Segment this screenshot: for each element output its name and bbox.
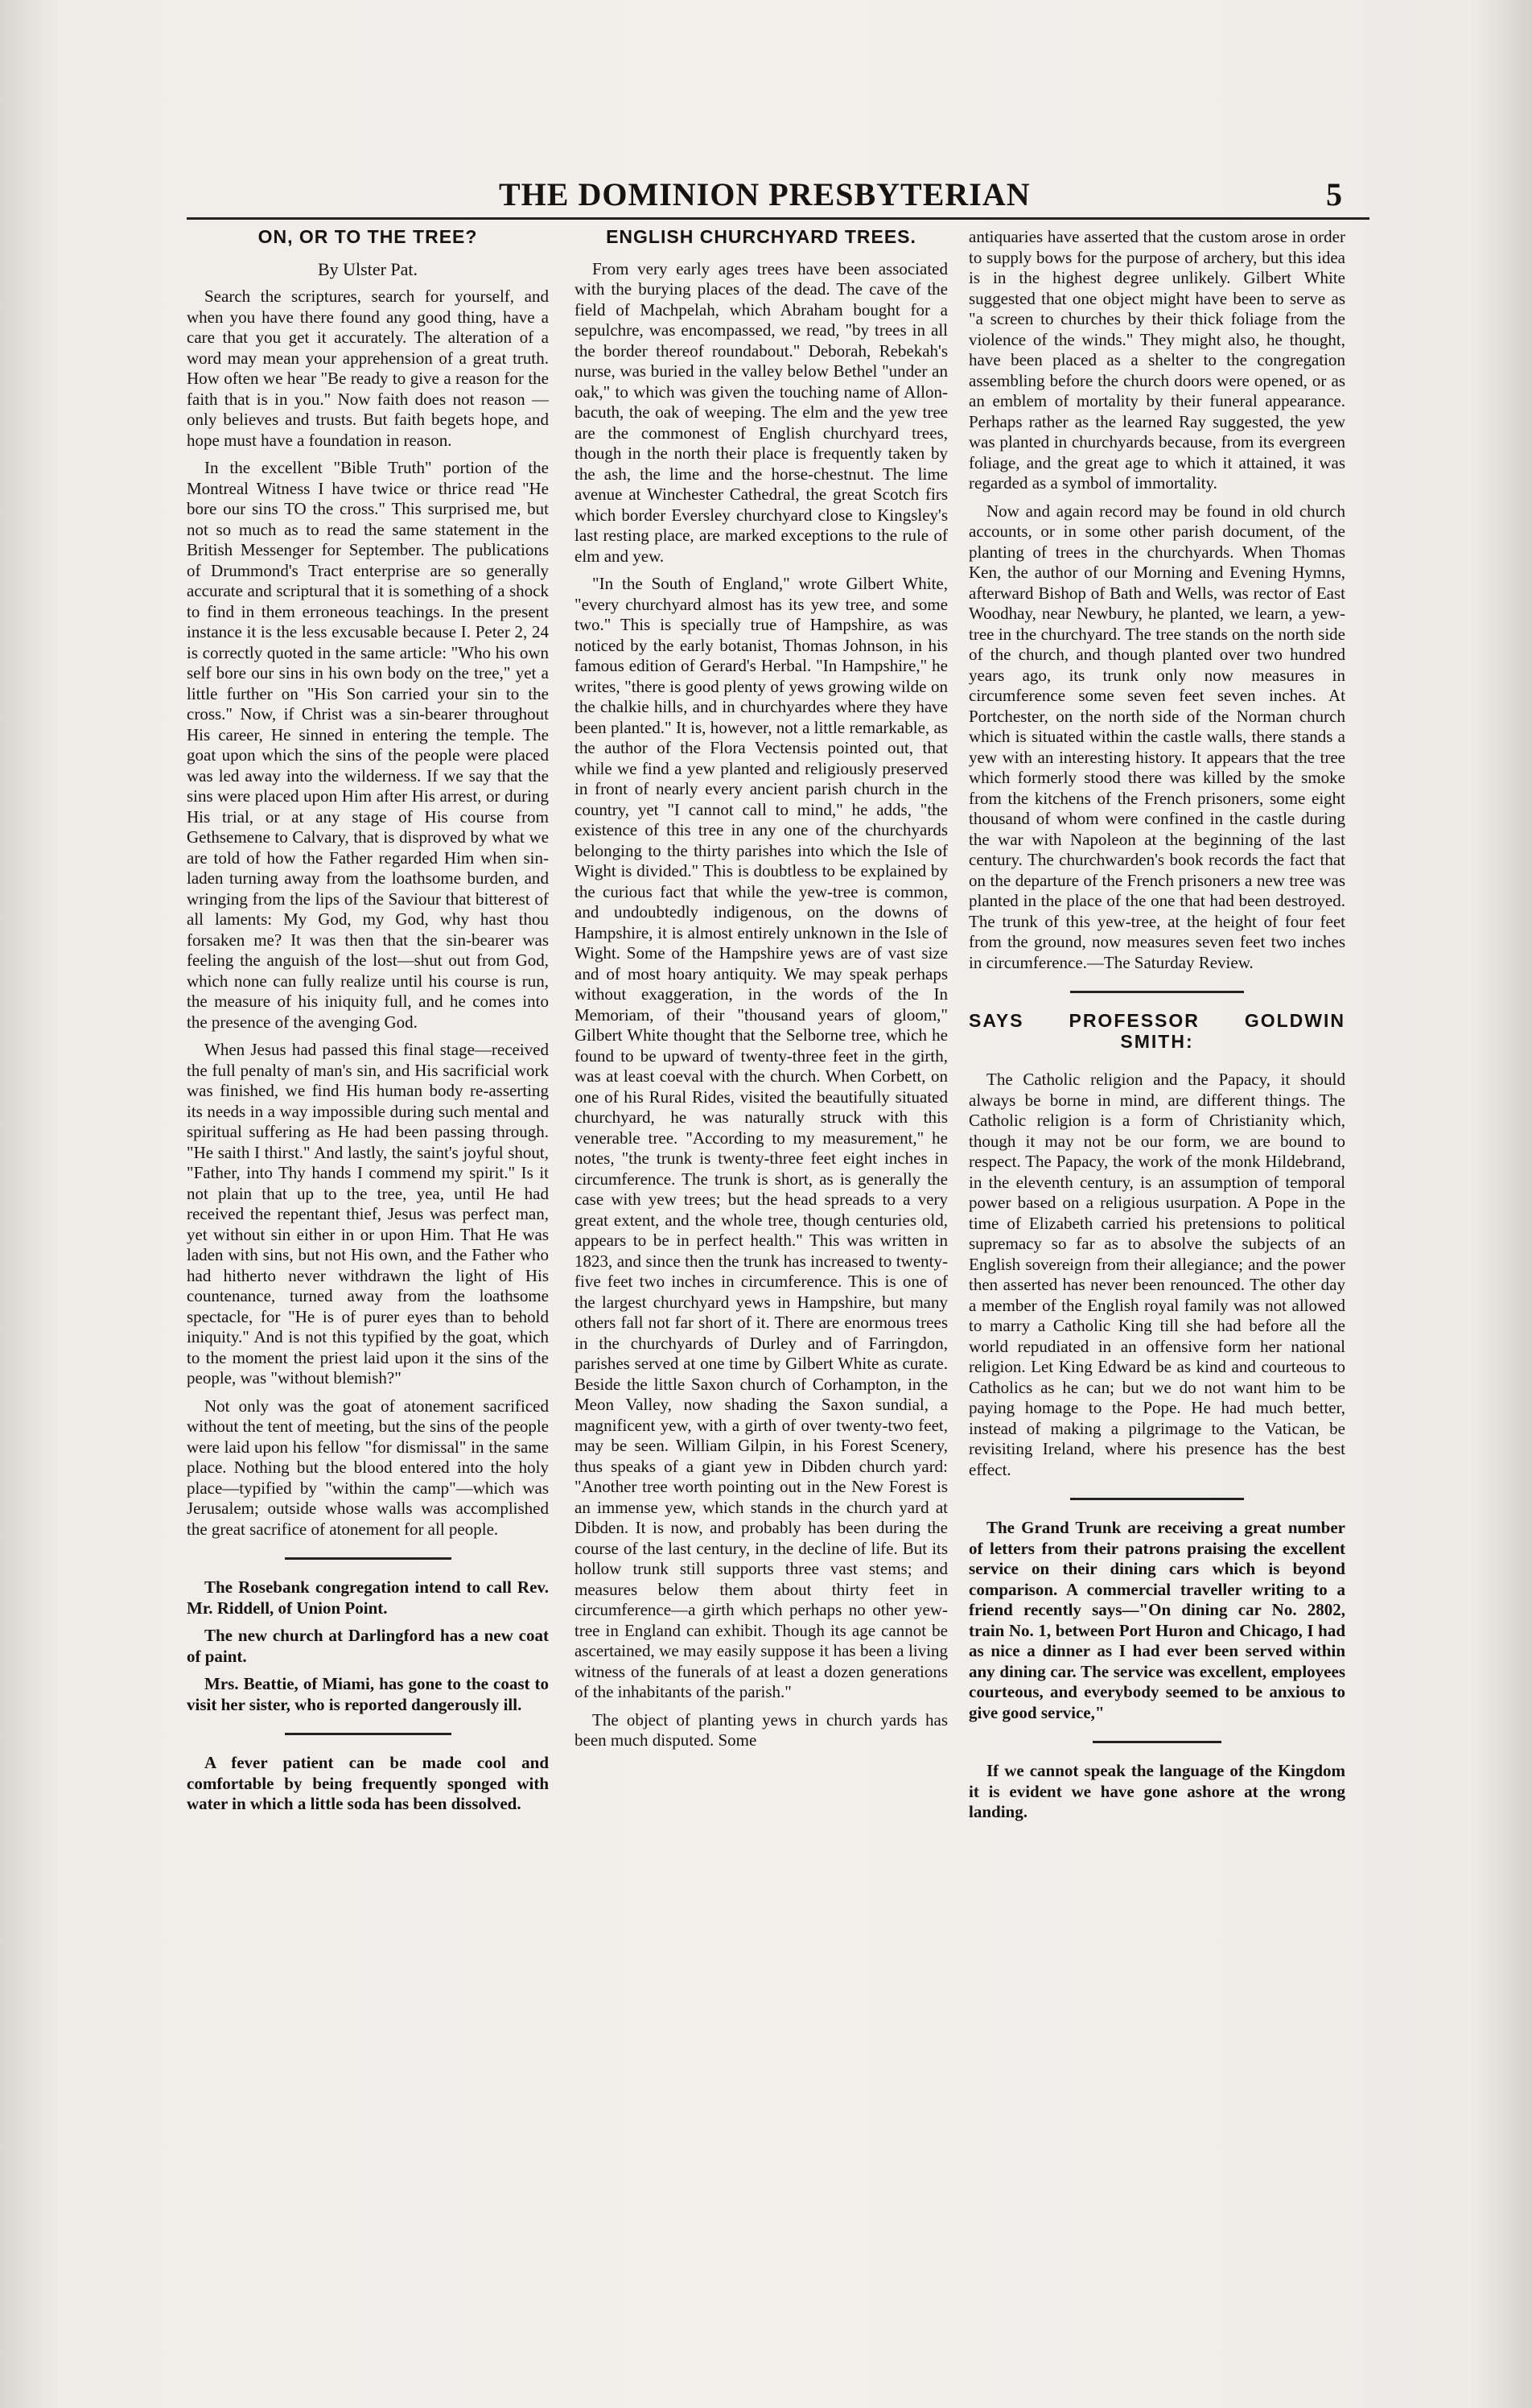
separator-rule xyxy=(1070,1498,1243,1500)
article-byline: By Ulster Pat. xyxy=(317,258,418,279)
news-item: The new church at Darlingford has a new coat of paint. xyxy=(187,1626,549,1666)
article-title-churchyard: ENGLISH CHURCHYARD TREES. xyxy=(606,227,916,247)
article-paragraph: From very early ages trees have been associated with the burying places of the dead. The cave of the field of Machpelah, which Abraham bought for a sepulchre, was encompassed, we read, "by trees in all the border thereof roundabout." Deborah, Rebekah's nurse, was buried in the valley below Bethel "under an oak," to which was given the touching name of Allon-bacuth, the oak of weeping. The elm and the yew tree are the commonest of English churchyard trees, though in the north their place is frequently taken by the ash, the lime and the horse-chestnut. The lime avenue at Winchester Cathedral, the great Scotch firs which border Eversley churchyard close to Kingsley's last resting place, are marked exceptions to the rule of elm and yew. xyxy=(574,258,948,566)
column-middle xyxy=(574,227,948,2239)
article-paragraph: Now and again record may be found in old church accounts, or in some other parish document, of the planting of trees in the churchyards. When Thomas Ken, the author of our Morning and Evening Hymns, afterward Bishop of Bath and Wells, was rector of East Woodhay, near Newbury, he planted, we learn, a yew-tree in the churchyard. The tree stands on the north side of the church, and though planted over two hundred years ago, its trunk only now measures in circumference some seven feet seven inches. At Portchester, on the north side of the Norman church which is situated within the castle walls, there stands a yew with an interesting history. It appears that the tree which formerly stood there was killed by the smoke from the kitchens of the French prisoners, some eight thousand of whom were confined in the castle during the war with Napoleon at the beginning of the last century. The churchwarden's book records the fact that on the departure of the French prisoners a new tree was planted in the place of the one that had been destroyed. The trunk of this yew-tree, at the height of four feet from the ground, now measures seven feet two inches in circumference.—The Saturday Review. xyxy=(969,501,1345,972)
masthead: THE DOMINION PRESBYTERIAN xyxy=(499,176,1031,212)
article-title-tree: ON, OR TO THE TREE? xyxy=(257,227,478,247)
article-paragraph: Search the scriptures, search for yourself, and when you have there found any good thing, have a care that you get it accurately. The alteration of a word may mean your apprehension of a great truth. How often we hear "Be ready to give a reason for the faith that is in you." Now faith does not reason —only believes and trusts. But faith begets hope, and hope must have a foundation in reason. xyxy=(187,287,549,450)
header-rule xyxy=(187,217,1369,220)
news-item: Mrs. Beattie, of Miami, has gone to the coast to visit her sister, who is reported dangerously ill. xyxy=(187,1674,549,1714)
article-paragraph: The Catholic religion and the Papacy, it should always be borne in mind, are different things. The Catholic religion is a form of Christianity which, though it may not be our form, we are bound to respect. The Papacy, the work of the monk Hildebrand, in the eleventh century, is an assumption of temporal power based on a religious usurpation. A Pope in the time of Elizabeth carried his pretensions to political supremacy so far as to absolve the subjects of an English sovereign from their allegiance; and the power then asserted has never been renounced. The other day a member of the English royal family was not allowed to marry a Catholic King till she had before all the world repudiated in an offensive form her national religion. Let King Edward be as kind and courteous to Catholics as he can; but we do not want him to be paying homage to the Pope. He had much better, instead of making a pilgrimage to the Vatican, be revisiting Ireland, where his presence has the best effect. xyxy=(969,1070,1345,1479)
page-header xyxy=(185,175,1360,221)
article-paragraph: "In the South of England," wrote Gilbert White, "every churchyard almost has its yew tree, and some two." This is specially true of Hampshire, as was noticed by the early botanist, Thomas Johnson, in his famous edition of Gerard's Herbal. "In Hampshire," he writes, "there is good plenty of yews growing wilde on the chalkie hills, and in churchyardes where they have been planted." It is, however, not a little remarkable, as the author of the Flora Vectensis pointed out, that while we find a yew planted and religiously preserved in front of nearly every ancient parish church in the country, yet "I cannot call to mind," he adds, "the existence of this tree in any one of the churchyards belonging to the thirty parishes into which the Isle of Wight is divided." This is doubtless to be explained by the curious fact that while the yew-tree is common, and undoubtedly indigenous, on the downs of Hampshire, it is almost entirely unknown in the Isle of Wight. Some of the Hampshire yews are of vast size and of most hoary antiquity. We may speak perhaps without exaggeration, in the words of the In Memoriam, of their "thousand years of gloom," Gilbert White thought that the Selborne tree, which he found to be upward of twenty-three feet in the girth, was at least coeval with the church. When Corbett, on one of his Rural Rides, visited the beautifully situated churchyard, he was naturally struck with this venerable tree. "According to my measurement," he notes, "the trunk is twenty-three feet eight inches in circumference. The trunk is short, as is generally the case with yew trees; but the head spreads to a very great extent, and the whole tree, though centuries old, appears to be in perfect health." This was written in 1823, and since then the trunk has increased to twenty-five feet two inches in circumference. This is one of the largest churchyard yews in Hampshire, but many others fall not far short of it. There are enormous trees in the churchyards of Durley and of Farringdon, parishes served at one time by Gilbert White as curate. Beside the little Saxon church of Corhampton, in the Meon Valley, now shading the Saxon sundial, a magnificent yew, with a girth of over twenty-two feet, may be seen. William Gilpin, in his Forest Scenery, thus speaks of a giant yew in Dibden church yard: "Another tree worth pointing out in the New Forest is an immense yew, which stands in the church yard at Dibden. It is now, and probably has been during the course of the last century, in the decline of life. But its hollow trunk still supports three vast stems; and measures below them about thirty feet in circumference—a girth which perhaps no other yew-tree in England can exhibit. Though its age cannot be ascertained, we may easily suppose it has been a living witness of the funerals of at least a dozen generations of the inhabitants of the parish." xyxy=(574,574,948,1701)
separator-rule xyxy=(1093,1741,1221,1743)
note-paragraph: The Grand Trunk are receiving a great number of letters from their patrons praising the excellent service on their dining cars which is beyond comparison. A commercial traveller writing to a friend recently says—"On dining car No. 2802, train No. 1, between Port Huron and Chicago, I had as nice a dinner as I had ever been served within any dining car. The service was excellent, employees courteous, and everybody seemed to be anxious to give good service," xyxy=(969,1518,1345,1722)
fever-note xyxy=(187,1753,549,1815)
column-left xyxy=(187,227,549,2287)
article-paragraph: In the excellent "Bible Truth" portion of the Montreal Witness I have twice or thrice read "He bore our sins TO the cross." This surprised me, but not so much as to read the same statement in the British Messenger for September. The publications of Drummond's Tract enterprise are so generally accurate and scriptural that it is something of a shock to find in them erroneous teachings. In the present instance it is the less excusable because I. Peter 2, 24 is correctly quoted in the same article: "Who his own self bore our sins in his own body on the tree," yet a little further on "His Son carried your sin to the cross." Now, if Christ was a sin-bearer throughout His career, He sinned in entering the temple. The goat upon which the sins of the people were placed was led away into the wilderness. If we say that the sins were placed upon Him after His arrest, or during His trial, or at any stage of His course from Gethsemene to Calvary, that is disproved by what we are told of how the Father regarded Him when sin-laden turning away from the loathsome burden, and wringing from the lips of the Saviour that bitterest of all laments: My God, my God, why hast thou forsaken me? It was then that the sin-bearer was feeling the anguish of the lost—shut out from God, which none can fully realize until his course is run, the measure of his iniquity full, and he comes into the presence of the avenging God. xyxy=(187,458,549,1032)
note-paragraph: A fever patient can be made cool and comfortable by being frequently sponged with water in which a little soda has been dissolved. xyxy=(187,1753,549,1813)
article-paragraph: antiquaries have asserted that the custom arose in order to supply bows for the purpose of archery, but this idea is in the highest degree unlikely. Gilbert White suggested that one object might have been to serve as "a screen to churches by their thick foliage from the violence of the winds." They might also, he thought, have been placed as a shelter to the congregation assembling before the church doors were opened, or as an emblem of mortality by their funeral appearance. Perhaps rather as the learned Ray suggested, the yew was planted in churchyards because, from its evergreen foliage, and the great age to which it attained, it was regarded as a symbol of immortality. xyxy=(969,227,1345,493)
article-title-smith: SAYS PROFESSOR GOLDWIN SMITH: xyxy=(969,1010,1345,1052)
column-right xyxy=(969,227,1345,2271)
article-paragraph: When Jesus had passed this final stage—received the full penalty of man's sin, and His sacrificial work was finished, we find His human body re-asserting its needs in a way impossible during such mental and spiritual suffering as He had been passing through. "He saith I thirst." And lastly, the saint's joyful shout, "Father, into Thy hands I commend my spirit." Is it not plain that up to the tree, yea, until He had received the repentant thief, Jesus was perfect man, yet without sin either in or upon Him. That He was laden with sins, but not His own, and the Father who had hitherto never withdrawn the light of His countenance, turned away from the loathsome spectacle, for "He is of purer eyes than to behold iniquity." And is not this typified by the goat, which to the moment the priest laid upon it the sins of the people, was "without blemish?" xyxy=(187,1040,549,1387)
news-item: The Rosebank congregation intend to call Rev. Mr. Riddell, of Union Point. xyxy=(187,1577,549,1618)
article-paragraph: Not only was the goat of atonement sacrificed without the tent of meeting, but the sins of the people were laid upon his fellow "for dismissal" in the same place. Nothing but the blood entered into the holy place—typified by "within the camp"—which was Jerusalem; outside whose walls was accomplished the great sacrifice of atonement for all people. xyxy=(187,1396,549,1539)
church-news xyxy=(187,1577,549,1715)
grand-trunk-note xyxy=(969,1518,1345,1723)
closing-note xyxy=(969,1761,1345,1823)
page-number: 5 xyxy=(1326,176,1342,212)
note-paragraph: If we cannot speak the language of the Kingdom it is evident we have gone ashore at the wrong landing. xyxy=(969,1761,1345,1821)
separator-rule xyxy=(1070,991,1243,993)
article-paragraph: The object of planting yews in church yards has been much disputed. Some xyxy=(574,1709,948,1750)
separator-rule xyxy=(285,1733,451,1735)
separator-rule xyxy=(285,1557,451,1560)
